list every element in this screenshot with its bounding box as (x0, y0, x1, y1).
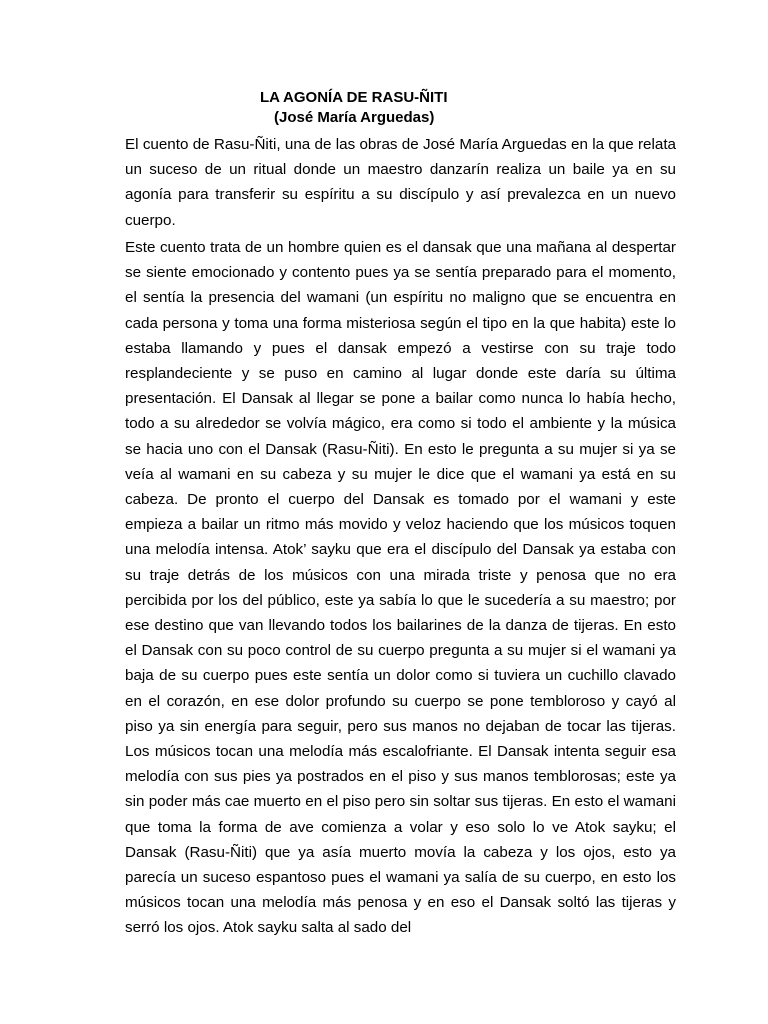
paragraph-intro: El cuento de Rasu-Ñiti, una de las obras de José María Arguedas en la que relata un suceso de un ritual donde un maestro danzarín realiza un baile ya en su agonía para transferir su espíritu a su discípulo y así prevalezca en un nuevo cuerpo. (125, 136, 676, 229)
document-title: LA AGONÍA DE RASU-ÑITI (260, 89, 448, 106)
document-author: (José María Arguedas) (274, 109, 435, 126)
paragraph-summary: Este cuento trata de un hombre quien es el dansak que una mañana al despertar se siente emocionado y contento pues ya se sentía preparado para el momento, el sentía la presencia del wamani (un espíritu no maligno que se encuentra en cada persona y toma una forma misteriosa según el tipo en la que habita) este lo estaba llamando y pues el dansak empezó a vestirse con su traje todo resplandeciente y se puso en camino al lugar donde este daría su última presentación. El Dansak al llegar se pone a bailar como nunca lo había hecho, todo a su alrededor se volvía mágico, era como si todo el ambiente y la música se hacia uno con el Dansak (Rasu-Ñiti). En esto le pregunta a su mujer si ya se veía al wamani en su cabeza y su mujer le dice que el wamani ya está en su cabeza. De pronto el cuerpo del Dansak es tomado por el wamani y este empieza a bailar un ritmo más movido y veloz haciendo que los músicos toquen una melodía intensa. Atok’ sayku que era el discípulo del Dansak ya estaba con su traje detrás de los músicos con una mirada triste y penosa que no era percibida por los del público, este ya sabía lo que le sucedería a su maestro; por ese destino que van llevando todos los bailarines de la danza de tijeras. En esto el Dansak con su poco control de su cuerpo pregunta a su mujer si el wamani ya baja de su cuerpo pues este sentía un dolor como si tuviera un cuchillo clavado en el corazón, en ese dolor profundo su cuerpo se pone tembloroso y cayó al piso ya sin energía para seguir, pero sus manos no dejaban de tocar las tijeras. Los músicos tocan una melodía más escalofriante. El Dansak intenta seguir esa melodía con sus pies ya postrados en el piso y sus manos temblorosas; este ya sin poder más cae muerto en el piso pero sin soltar sus tijeras. En esto el wamani que toma la forma de ave comienza a volar y eso solo lo ve Atok sayku; el Dansak (Rasu-Ñiti) que ya asía muerto movía la cabeza y los ojos, esto ya parecía un suceso espantoso pues el wamani ya salía de su cuerpo, en esto los músicos tocan una melodía más penosa y en eso el Dansak soltó las tijeras y serró los ojos. Atok sayku salta al sado del (125, 239, 676, 937)
